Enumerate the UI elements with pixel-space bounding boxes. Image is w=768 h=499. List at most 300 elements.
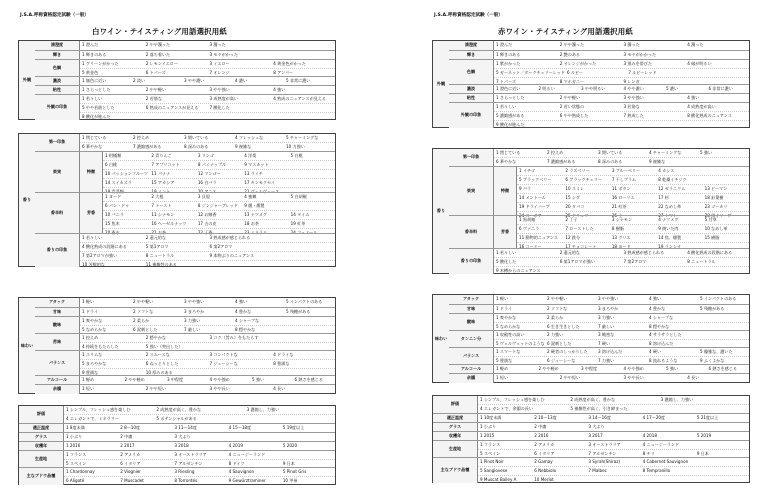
term-option[interactable]: 8 パイナップル — [197, 161, 227, 167]
term-option[interactable]: 9 Gewürztraminer — [228, 477, 266, 483]
term-option[interactable]: 6 ブラックチェリー — [565, 176, 602, 182]
term-option[interactable]: 4 豊かな — [235, 308, 252, 314]
term-option[interactable]: 19 ドライハーブ — [519, 203, 550, 209]
term-option[interactable]: 4 やや濃い — [623, 85, 644, 91]
term-option[interactable]: 4 やや強め — [209, 376, 230, 382]
term-option[interactable]: 1 澄んだ — [82, 41, 99, 47]
term-option[interactable]: 7 アルゼンチン — [174, 460, 203, 466]
term-option[interactable]: 1 短い — [82, 385, 95, 391]
term-option[interactable]: 8 深みのある — [184, 143, 209, 149]
term-option[interactable]: 7 濃縮感がある — [133, 143, 162, 149]
term-option[interactable]: 16 ヘーゼルナッツ — [151, 220, 187, 226]
term-option[interactable]: 6 溌剌とした — [547, 340, 572, 346]
term-option[interactable]: 5 白桃 — [290, 152, 303, 158]
term-option[interactable]: 10 Merlot — [534, 476, 554, 482]
term-option[interactable]: 2 艶のある — [559, 51, 581, 57]
term-option[interactable]: 3 溶け込んだ — [598, 348, 623, 354]
term-option[interactable]: 6 ルビー — [566, 69, 583, 75]
term-option[interactable]: 4 酸化熟成の段階にある — [687, 249, 733, 255]
term-option[interactable]: 1 柑橘類 — [105, 152, 122, 158]
term-option[interactable]: 2 落ち着いた — [145, 51, 171, 57]
term-option[interactable]: 5 濃い — [666, 85, 679, 91]
term-option[interactable]: 1 10度未満 — [480, 414, 502, 420]
term-option[interactable]: 3 オーストラリア — [588, 441, 621, 447]
term-option[interactable]: 5 ヴェルヴェットのような — [496, 340, 545, 346]
term-option[interactable]: 12 マンゴー — [197, 170, 221, 176]
term-option[interactable]: 2 ソフトな — [133, 308, 154, 314]
term-option[interactable]: 1 スマートな — [496, 348, 521, 354]
term-option[interactable]: 3 中程度 — [581, 365, 598, 371]
term-option[interactable]: 2 レモンイエロー — [145, 60, 178, 66]
term-option[interactable]: 10 厚みのある — [145, 369, 173, 375]
term-option[interactable]: 9 複雑な — [649, 158, 666, 164]
term-option[interactable]: 7 力強い — [598, 357, 615, 363]
term-option[interactable]: 4 カシス — [658, 167, 675, 173]
term-option[interactable]: 3 ブルーベリー — [611, 167, 641, 173]
term-option[interactable]: 2 ラズベリー — [565, 167, 590, 173]
term-option[interactable]: 4 シャープな — [649, 314, 674, 320]
term-option[interactable]: 2 スムースな — [145, 351, 170, 357]
term-option[interactable]: 6 熟成のニュアンスが見える — [145, 104, 199, 110]
term-option[interactable]: 7 アプリコット — [151, 161, 180, 167]
term-option[interactable]: 3 モヤがかった — [209, 51, 238, 57]
term-option[interactable]: 5 ポテンシャルがある — [156, 415, 197, 421]
term-option[interactable]: 1 ヨード — [105, 193, 122, 199]
term-option[interactable]: 3 2017 — [588, 432, 603, 438]
term-option[interactable]: 5 強い — [252, 376, 265, 382]
term-option[interactable]: 7 濃縮感がある — [547, 158, 576, 164]
term-option[interactable]: 4 ナツメグ — [658, 216, 679, 222]
term-option[interactable]: 3 大ぶり — [588, 423, 605, 429]
term-option[interactable]: 1 輝きのある — [82, 51, 107, 57]
term-option[interactable]: 2 10〜13度 — [534, 414, 557, 420]
term-option[interactable]: 6 白桃 — [105, 161, 118, 167]
term-option[interactable]: 2 柔らか — [547, 314, 564, 320]
term-option[interactable]: 8 ニュートラル — [687, 258, 716, 264]
term-option[interactable]: 3 シナモン — [611, 216, 633, 222]
term-option[interactable]: 1 イチゴ — [519, 167, 536, 173]
term-option[interactable]: 2 淡い — [133, 77, 146, 83]
term-option[interactable]: 2 アメリカ — [120, 451, 141, 457]
term-option[interactable]: 6 溌剌とした — [133, 326, 158, 332]
term-option[interactable]: 8 乾燥イチジク — [658, 176, 687, 182]
term-option[interactable]: 5 スペイン — [66, 460, 87, 466]
term-option[interactable]: 11 バナナ — [151, 170, 171, 176]
term-option[interactable]: 6 熱さを感じる — [294, 376, 323, 382]
term-option[interactable]: 4 酸化熟成の段階にある — [82, 243, 127, 249]
term-option[interactable]: 8 Torrontés — [174, 477, 198, 483]
term-option[interactable]: 17 チョコレート — [565, 243, 597, 249]
term-option[interactable]: 2 還元的な — [559, 249, 581, 255]
term-option[interactable]: 19 ランシオ — [658, 243, 682, 249]
term-option[interactable]: 5 19度以上 — [282, 424, 305, 430]
term-option[interactable]: 4 黄金色がかった — [273, 60, 306, 66]
term-option[interactable]: 7 Malbec — [588, 467, 607, 473]
term-option[interactable]: 5 やや若筋とした — [82, 104, 115, 110]
term-option[interactable]: 9 レンガ — [623, 78, 640, 84]
term-option[interactable]: 2 明るい — [538, 85, 555, 91]
term-option[interactable]: 1 紫がかった — [496, 60, 521, 66]
term-option[interactable]: 1 2015 — [480, 432, 495, 438]
term-option[interactable]: 26 土 — [611, 212, 623, 218]
term-option[interactable]: 1 澄んだ — [496, 41, 513, 47]
term-option[interactable]: 9 日本 — [282, 460, 295, 466]
term-option[interactable]: 2 中庸 — [534, 423, 547, 429]
term-option[interactable]: 6 ねっとりとした — [145, 360, 179, 366]
term-option[interactable]: 5 2019 — [696, 432, 712, 438]
term-option[interactable]: 1 軽め — [496, 365, 509, 371]
term-option[interactable]: 2 穏やかな — [145, 334, 167, 340]
term-option[interactable]: 1 爽やかな — [82, 317, 103, 323]
term-option[interactable]: 3 若筋な — [623, 103, 640, 109]
term-option[interactable]: 3 やや明るい — [581, 85, 606, 91]
term-option[interactable]: 2 柔らか — [133, 317, 150, 323]
term-option[interactable]: 3 黒みを帯びた — [623, 60, 652, 66]
term-option[interactable]: 4 濁った — [687, 41, 704, 47]
term-option[interactable]: 12 鉄分 — [565, 234, 581, 240]
term-option[interactable]: 4 フレッシュな — [235, 134, 264, 140]
term-option[interactable]: 16 コーヒー — [519, 243, 542, 249]
term-option[interactable]: 7 トースト — [151, 202, 172, 208]
term-option[interactable]: 6 Nebbiolo — [534, 467, 557, 473]
term-option[interactable]: 7 硬い — [598, 340, 611, 346]
term-option[interactable]: 3 開いている — [598, 149, 623, 155]
term-option[interactable]: 20 アニス — [197, 188, 217, 194]
term-option[interactable]: 13 ピーマン — [704, 185, 728, 191]
term-option[interactable]: 2 若筋な — [145, 95, 162, 101]
term-option[interactable]: 2 成熟度が高く、豊かな — [156, 406, 202, 412]
term-option[interactable]: 2 大根 — [151, 193, 164, 199]
term-option[interactable]: 7 第2アロマ — [623, 258, 647, 264]
term-option[interactable]: 1 スリムな — [82, 351, 103, 357]
term-option[interactable]: 21 ヴェルヴェーヌ — [244, 188, 280, 194]
term-option[interactable]: 9 本物ぶりのニュアンス — [209, 252, 255, 258]
term-option[interactable]: 3 やや長い — [209, 385, 230, 391]
term-option[interactable]: 1 さらっとした — [496, 94, 525, 100]
term-option[interactable]: 1 ドライ — [82, 308, 99, 314]
term-option[interactable]: 5 ブラックベリー — [519, 176, 552, 182]
term-option[interactable]: 3 開いている — [184, 134, 209, 140]
term-option[interactable]: 10 力強い — [286, 143, 305, 149]
term-option[interactable]: 1 Pinot Noir — [480, 458, 504, 464]
term-option[interactable]: 1 小ぶり — [66, 433, 83, 439]
term-option[interactable]: 5 豊満な — [496, 357, 513, 363]
term-option[interactable]: 3 熟成感が感じられる — [623, 249, 665, 255]
term-option[interactable]: 4 縁が明るい — [687, 60, 712, 66]
term-option[interactable]: 5 なめらかな — [496, 323, 521, 329]
term-option[interactable]: 9 木樽からのニュアンス — [496, 267, 541, 273]
term-option[interactable]: 9 マスカット — [244, 161, 269, 167]
term-option[interactable]: 14 メントール — [519, 194, 546, 200]
term-option[interactable]: 1 フランス — [480, 441, 501, 447]
term-option[interactable]: 6 華やかな — [82, 143, 103, 149]
term-option[interactable]: 2 やや軽い — [145, 86, 167, 92]
term-option[interactable]: 9 Muscat Bailey A — [480, 476, 517, 482]
term-option[interactable]: 3 11〜14度 — [174, 424, 197, 430]
term-option[interactable]: 1 爽やかな — [496, 314, 517, 320]
term-option[interactable]: 23 ミネラル — [244, 229, 267, 235]
term-option[interactable]: 3 やや長い — [623, 374, 644, 380]
term-option[interactable]: 1 2016 — [66, 442, 81, 448]
term-option[interactable]: 4 持続をもたらした — [82, 343, 119, 349]
term-option[interactable]: 2 青りんご — [151, 152, 172, 158]
term-option[interactable]: 12 お線香 — [197, 211, 217, 217]
term-option[interactable]: 4 ドライな — [273, 351, 294, 357]
term-option[interactable]: 17 キンモクセイ — [244, 179, 276, 185]
term-option[interactable]: 4 強い — [687, 94, 700, 100]
term-option[interactable]: 11 シナモン — [151, 211, 175, 217]
term-option[interactable]: 10 パッションフルーツ — [105, 170, 148, 176]
term-option[interactable]: 2 丁子 — [565, 216, 578, 222]
term-option[interactable]: 14 スイカズラ — [105, 179, 132, 185]
term-option[interactable]: 5 強い — [700, 149, 713, 155]
term-option[interactable]: 7 ルビーレッド — [628, 69, 657, 75]
term-option[interactable]: 2 2017 — [120, 442, 135, 448]
term-option[interactable]: 19 紅茶 — [290, 220, 306, 226]
term-option[interactable]: 18 お茶 — [244, 220, 259, 226]
term-option[interactable]: 19 ミント — [151, 188, 171, 194]
term-option[interactable]: 6 華やかな — [496, 158, 517, 164]
term-option[interactable]: 4 サラサラとした — [649, 331, 682, 337]
term-option[interactable]: 2 やや短い — [559, 374, 581, 380]
term-option[interactable]: 3 濃縮し、力強い — [246, 406, 280, 412]
term-option[interactable]: 3 力強い — [184, 317, 201, 323]
term-option[interactable]: 21 紅茶 — [611, 203, 627, 209]
term-option[interactable]: 13 ライチ — [244, 170, 263, 176]
term-option[interactable]: 7 アルゼンチン — [588, 450, 617, 456]
term-option[interactable]: 1 無色に近い — [82, 77, 107, 83]
term-option[interactable]: 6 第1アロマが強い — [559, 258, 595, 264]
term-option[interactable]: 4 15〜18度 — [228, 424, 252, 430]
term-option[interactable]: 3 貝殻 — [197, 193, 210, 199]
term-option[interactable]: 14 焦、燻製 — [658, 234, 682, 240]
term-option[interactable]: 9 燻・燻製 — [244, 202, 265, 208]
term-option[interactable]: 2 控えめ — [133, 134, 150, 140]
term-option[interactable]: 1 シンプル、フレッシュ感を楽しむ — [480, 396, 545, 402]
term-option[interactable]: 8 ニュートラル — [145, 252, 175, 258]
term-option[interactable]: 1 控えめ — [82, 334, 99, 340]
term-option[interactable]: 8 酸化熟成のニュアンス — [687, 112, 732, 118]
term-option[interactable]: 1 ドライ — [496, 305, 513, 311]
term-option[interactable]: 5 残糖がある — [700, 305, 725, 311]
term-option[interactable]: 18 青菜類 — [105, 188, 124, 194]
term-option[interactable]: 13 グリエ — [611, 234, 631, 240]
term-option[interactable]: 16 白バラ — [197, 179, 217, 185]
term-option[interactable]: 1 閉じている — [496, 149, 521, 155]
term-option[interactable]: 13 ナツメグ — [244, 211, 267, 217]
term-option[interactable]: 28 黒オリーブ — [704, 212, 732, 218]
term-option[interactable]: 2 やや濁った — [559, 41, 585, 47]
term-option[interactable]: 6 ヴァニラ — [519, 225, 540, 231]
term-option[interactable]: 1 若々しい — [82, 95, 103, 101]
term-option[interactable]: 10 甲州 — [282, 477, 298, 483]
term-option[interactable]: 6 非常に濃い — [708, 85, 733, 91]
term-option[interactable]: 3 やや強い — [209, 86, 230, 92]
term-option[interactable]: 3 イエロー — [209, 60, 230, 66]
term-option[interactable]: 1 フランス — [66, 451, 87, 457]
term-option[interactable]: 5 濃縮感がある — [496, 112, 525, 118]
term-option[interactable]: 1 収斂性の高い — [496, 331, 525, 337]
term-option[interactable]: 2 硬者のしっかりした — [547, 348, 588, 354]
term-option[interactable]: 4 長い — [687, 374, 700, 380]
term-option[interactable]: 2 還元的な — [145, 234, 167, 240]
term-option[interactable]: 1 グリーンがかった — [82, 60, 119, 66]
term-option[interactable]: 8 ジンジャーブレッド — [197, 202, 238, 208]
term-option[interactable]: 2 Gamay — [534, 458, 553, 464]
term-option[interactable]: 1 黒胡椒 — [519, 216, 536, 222]
term-option[interactable]: 1 閉じている — [82, 134, 107, 140]
term-option[interactable]: 15 樹脂 — [704, 234, 720, 240]
term-option[interactable]: 7 トパーズ — [496, 78, 516, 84]
term-option[interactable]: 8 ドイツ — [228, 460, 245, 466]
term-option[interactable]: 4 蜜蝋 — [244, 193, 257, 199]
term-option[interactable]: 9 豊満な — [82, 369, 99, 375]
term-option[interactable]: 5 なめらかな — [82, 326, 107, 332]
term-option[interactable]: 3 Syrah(Shiraz) — [588, 458, 620, 464]
term-option[interactable]: 12 ゼラニウム — [658, 185, 686, 191]
term-option[interactable]: 3 2018 — [174, 442, 189, 448]
term-option[interactable]: 4 強い — [273, 86, 286, 92]
term-option[interactable]: 7 第2アロマが強い — [82, 252, 118, 258]
term-option[interactable]: 6 パン・ドゥ — [105, 202, 130, 208]
term-option[interactable]: 4 2019 — [228, 442, 243, 448]
term-option[interactable]: 7 Muscadet — [120, 477, 144, 483]
term-option[interactable]: 3 コンパクトな — [209, 351, 238, 357]
term-option[interactable]: 27 トマト — [658, 212, 678, 218]
term-option[interactable]: 3 濃縮し、力強い — [660, 396, 694, 402]
term-option[interactable]: 4 ニュージーランド — [642, 441, 680, 447]
term-option[interactable]: 22 なめし革 — [658, 203, 682, 209]
term-option[interactable]: 1 軽い — [496, 295, 509, 301]
term-option[interactable]: 7 厳しい — [598, 323, 615, 329]
term-option[interactable]: 5 Sangiovese — [480, 467, 508, 473]
term-option[interactable]: 14 タイム — [290, 211, 310, 217]
term-option[interactable]: 4 成熟度が高い — [687, 103, 716, 109]
term-option[interactable]: 2 やや軽い — [547, 295, 568, 301]
term-option[interactable]: 20 タバコ — [565, 203, 585, 209]
term-option[interactable]: 10 バニラ — [105, 211, 124, 217]
term-option[interactable]: 6 イタリア — [120, 460, 141, 466]
term-option[interactable]: 23 ゴーカリ — [704, 203, 728, 209]
term-option[interactable]: 4 強い — [649, 295, 662, 301]
term-option[interactable]: 6 第2アロマ — [209, 243, 233, 249]
term-option[interactable]: 8 アンバー — [273, 69, 294, 75]
term-option[interactable]: 2 中庸 — [120, 433, 133, 439]
term-option[interactable]: 3 やや強い — [623, 94, 644, 100]
term-option[interactable]: 3 Riesling — [174, 468, 195, 474]
term-option[interactable]: 4 シャープな — [235, 317, 260, 323]
term-option[interactable]: 5 優雅な、濃いた — [700, 348, 733, 354]
term-option[interactable]: 8 Tempranillo — [642, 467, 671, 473]
term-option[interactable]: 4 濃い — [235, 77, 248, 83]
term-option[interactable]: 6 熱さを感じる — [708, 365, 737, 371]
term-option[interactable]: 5 ガーネット／ダークチェリーレッド — [496, 69, 565, 75]
term-option[interactable]: 8 チリ — [642, 450, 655, 456]
term-option[interactable]: 4 2018 — [642, 432, 657, 438]
term-option[interactable]: 9 日本 — [696, 450, 709, 456]
term-option[interactable]: 5 残糖がある — [286, 308, 311, 314]
term-option[interactable]: 5 チャーミングな — [286, 134, 319, 140]
term-option[interactable]: 2 やや短い — [145, 385, 167, 391]
term-option[interactable]: 9 ふくよかな — [700, 357, 725, 363]
term-option[interactable]: 5 白胡椒 — [290, 193, 307, 199]
term-option[interactable]: 3 やや強い — [598, 295, 619, 301]
term-option[interactable]: 2 やや軽い — [559, 94, 581, 100]
term-option[interactable]: 8 溶け込んだ — [649, 340, 674, 346]
term-option[interactable]: 15 焦木 — [105, 220, 120, 226]
term-option[interactable]: 6 やや熟成した — [559, 112, 589, 118]
term-option[interactable]: 4 長い — [273, 385, 286, 391]
term-option[interactable]: 3 モヤがかかった — [623, 51, 657, 57]
term-option[interactable]: 3 成熟度が高い — [209, 95, 238, 101]
term-option[interactable]: 8 樹脂 — [611, 225, 624, 231]
term-option[interactable]: 5 非常に濃い — [286, 77, 311, 83]
term-option[interactable]: 5 強い（突出した） — [145, 343, 183, 349]
term-option[interactable]: 8 酸化が進んだ — [82, 113, 111, 119]
term-option[interactable]: 2 成熟度が高く、豊かな — [570, 396, 616, 402]
term-option[interactable]: 3 濁った — [209, 41, 226, 47]
term-option[interactable]: 1 若々しい — [496, 249, 517, 255]
term-option[interactable]: 1 Chardonnay — [66, 468, 95, 474]
term-option[interactable]: 22 丁香 — [197, 229, 213, 235]
term-option[interactable]: 6 生き生きとした — [547, 323, 580, 329]
term-option[interactable]: 2 やや軽め — [538, 365, 559, 371]
term-option[interactable]: 2 やや軽い — [133, 298, 154, 304]
term-option[interactable]: 4 熟成のニュアンスが見える — [273, 95, 326, 101]
term-option[interactable]: 11 複雑性のある — [145, 261, 177, 267]
term-option[interactable]: 1 軽め — [82, 376, 95, 382]
term-option[interactable]: 2 力強い — [547, 331, 564, 337]
term-option[interactable]: 3 緻密な — [598, 331, 615, 337]
term-option[interactable]: 2 若い状態の — [559, 103, 585, 109]
term-option[interactable]: 1 輝きのある — [496, 51, 521, 57]
term-option[interactable]: 9 バラ — [519, 185, 532, 191]
term-option[interactable]: 4 Cabernet Sauvignon — [642, 458, 689, 464]
term-option[interactable]: 2 控えめ — [547, 149, 564, 155]
term-option[interactable]: 7 ジューシーな — [209, 360, 238, 366]
term-option[interactable]: 7 厳しい — [184, 326, 201, 332]
term-option[interactable]: 3 オーストラリア — [174, 451, 207, 457]
term-option[interactable]: 5 黄金色 — [82, 69, 99, 75]
term-option[interactable]: 5 複雑性が高く、引き締まった — [570, 405, 628, 411]
term-option[interactable]: 4 チャーミングな — [649, 149, 682, 155]
term-option[interactable]: 7 干しプラム — [611, 176, 637, 182]
term-option[interactable]: 5 第1アロマ — [145, 243, 169, 249]
term-option[interactable]: 3 やや強い — [184, 298, 205, 304]
term-option[interactable]: 9 焼いた肉 — [658, 225, 679, 231]
term-option[interactable]: 8 深みのある — [598, 158, 623, 164]
term-option[interactable]: 3 やや濃い — [184, 77, 205, 83]
term-option[interactable]: 24 フェノール — [290, 229, 318, 235]
term-option[interactable]: 5 酸化した — [496, 258, 517, 264]
term-option[interactable]: 10 芳醇的な — [82, 261, 105, 267]
term-option[interactable]: 1 シンプル、フレッシュ感を楽しむ — [66, 406, 131, 412]
term-option[interactable]: 7 熟成した — [623, 112, 644, 118]
term-option[interactable]: 3 熟成感が感じられる — [209, 234, 251, 240]
term-option[interactable]: 4 強い — [235, 298, 248, 304]
term-option[interactable]: 25 ドリュフ — [565, 212, 589, 218]
term-option[interactable]: 8 流れるような — [649, 357, 678, 363]
term-option[interactable]: 16 ローリエ — [611, 194, 635, 200]
term-option[interactable]: 2 ソフトな — [547, 305, 568, 311]
term-option[interactable]: 3 力強い — [598, 314, 615, 320]
term-option[interactable]: 4 硬い — [649, 348, 662, 354]
term-option[interactable]: 2 オレンジがかった — [559, 60, 597, 66]
term-option[interactable]: 3 まろやか — [598, 305, 619, 311]
term-option[interactable]: 5 2020 — [282, 442, 298, 448]
term-option[interactable]: 2 やや軽め — [124, 376, 145, 382]
term-option[interactable]: 11 ボタン — [611, 185, 631, 191]
